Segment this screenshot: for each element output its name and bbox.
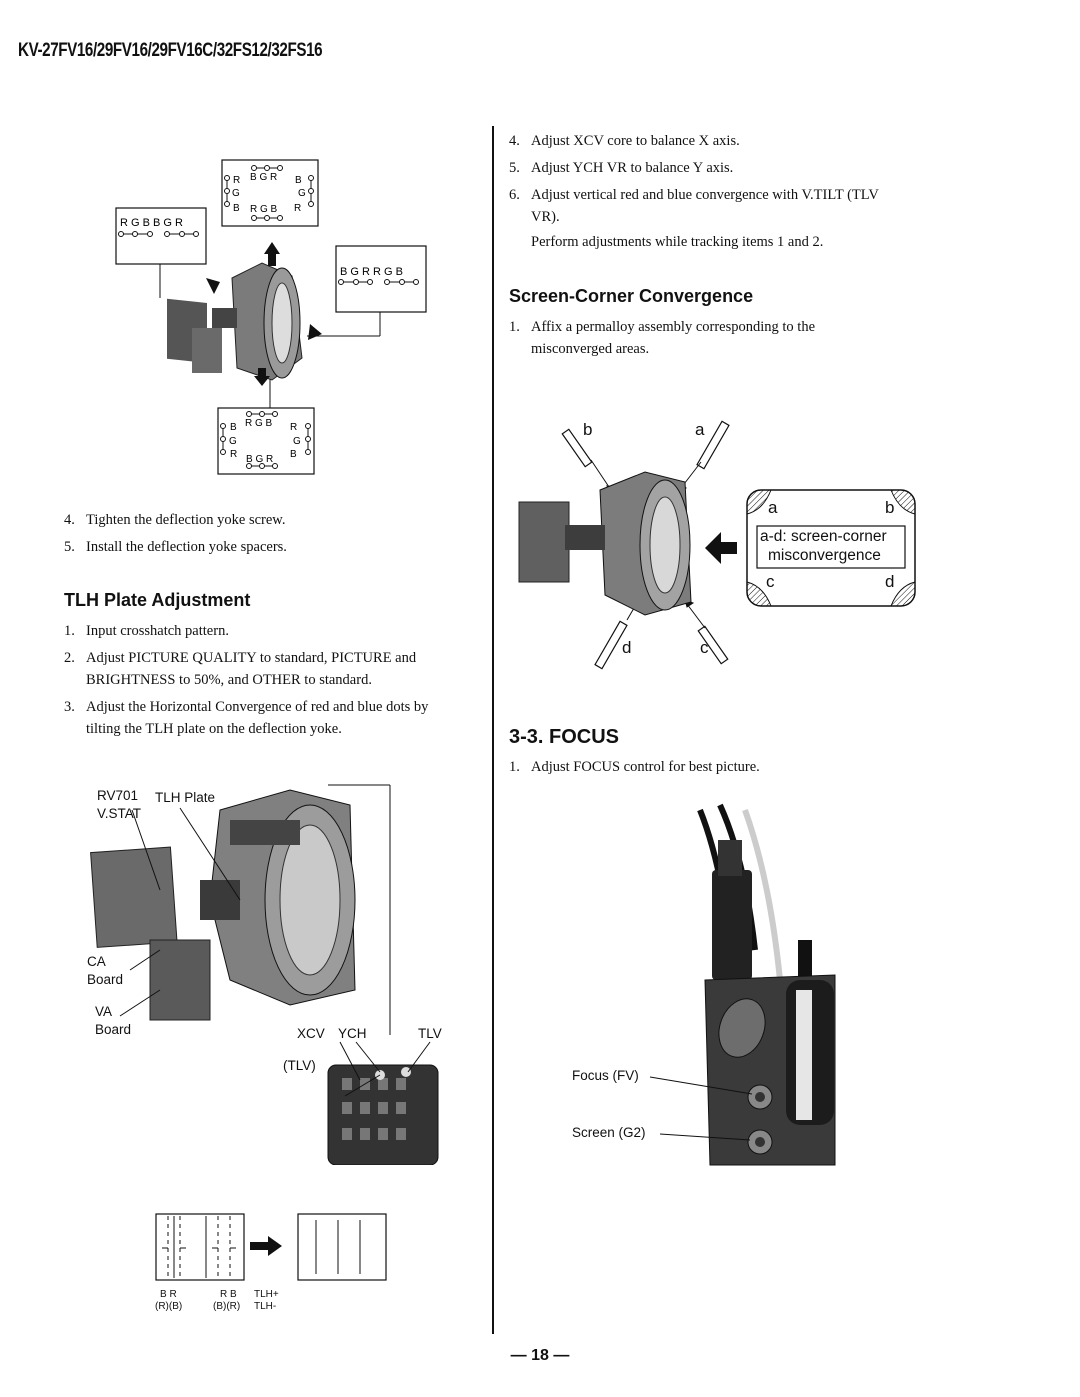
- model-title: KV-27FV16/29FV16/29FV16C/32FS12/32FS16: [18, 40, 323, 61]
- list-item: 5. Install the deflection yoke spacers.: [64, 539, 287, 555]
- yoke-steps: [64, 509, 464, 563]
- br-label: B R: [160, 1289, 177, 1300]
- list-item: 5. Adjust YCH VR to balance Y axis.: [509, 160, 734, 176]
- right-box-label: B G R R G B: [340, 266, 403, 278]
- arrow-up-icon: [264, 242, 280, 266]
- screen-label-b: b: [885, 498, 895, 517]
- screen-corner-heading: Screen-Corner Convergence: [509, 286, 754, 306]
- tlv-label: TLV: [418, 1026, 442, 1041]
- focus-fv-label: Focus (FV): [572, 1068, 639, 1083]
- label-a-top: a: [695, 420, 705, 439]
- tlh-adjust-diagram: [150, 1208, 395, 1290]
- left-box-label: R G B B G R: [120, 217, 183, 229]
- top-box-row1: B G R: [250, 172, 278, 183]
- screen-corner-steps: [509, 316, 849, 365]
- yoke-convergence-diagram: [112, 158, 432, 498]
- tlh-steps: [64, 620, 459, 745]
- list-item: 1. Affix a permalloy assembly corresponding to the misconverged areas.: [509, 319, 816, 357]
- list-item: 6. Adjust vertical red and blue convergence with V.TILT (TLV VR).: [509, 187, 879, 225]
- rb-paren-label: (R)(B): [155, 1301, 183, 1312]
- label-b-top: b: [583, 420, 593, 439]
- list-item: 4. Tighten the deflection yoke screw.: [64, 512, 286, 528]
- bottom-box-g-left: G: [229, 436, 237, 447]
- bottom-box-row3: B G R: [246, 454, 274, 465]
- arrow-left-icon: [206, 278, 220, 294]
- list-item: 2. Adjust PICTURE QUALITY to standard, PICTURE and BRIGHTNESS to 50%, and OTHER to standard.: [64, 650, 417, 688]
- top-box-r-left: R: [233, 175, 241, 186]
- screen-g2-label: Screen (G2): [572, 1125, 646, 1140]
- top-box-g-right: G: [298, 188, 306, 199]
- bottom-box-r-left: R: [230, 449, 238, 460]
- top-box-r-right: R: [294, 203, 302, 214]
- bottom-box-g-right: G: [293, 436, 301, 447]
- bottom-box-b-right: B: [290, 449, 297, 460]
- screen-label-d: d: [885, 572, 895, 591]
- bottom-box-b-left: B: [230, 422, 237, 433]
- ych-label: YCH: [338, 1026, 367, 1041]
- focus-heading: 3-3. FOCUS: [509, 726, 620, 748]
- page-number: — 18 —: [510, 1347, 570, 1364]
- column-divider: [492, 126, 494, 1334]
- tlh-minus-label: TLH-: [254, 1301, 277, 1312]
- list-item: 4. Adjust XCV core to balance X axis.: [509, 133, 740, 149]
- label-c-bottom: c: [700, 638, 709, 657]
- xcv-steps: [509, 130, 889, 233]
- screen-label-a: a: [768, 498, 778, 517]
- list-item: 1. Input crosshatch pattern.: [64, 623, 229, 639]
- screen-label-c: c: [766, 572, 775, 591]
- bottom-box-row1: R G B: [245, 418, 273, 429]
- arrow-right-icon: [250, 1236, 282, 1256]
- focus-steps: [509, 756, 849, 783]
- deflection-yoke-photo: [90, 780, 460, 1165]
- rb-label: R B: [220, 1289, 237, 1300]
- vstat-label: V.STAT: [97, 806, 142, 821]
- tlv-paren-label: (TLV): [283, 1058, 316, 1073]
- bottom-box-r-right: R: [290, 422, 298, 433]
- label-d-bottom: d: [622, 638, 632, 657]
- top-box-b-left: B: [233, 203, 240, 214]
- misconvergence-line2: misconvergence: [768, 547, 881, 564]
- ca-board-label: Board: [87, 972, 124, 987]
- yoke-photo: [519, 472, 691, 615]
- yoke-assembly-photo: [167, 263, 302, 380]
- arrow-right-icon: [308, 324, 322, 340]
- tlh-plate-label: TLH Plate: [155, 790, 216, 805]
- tlv-board: [328, 1065, 438, 1165]
- list-item: 3. Adjust the Horizontal Convergence of red and blue dots by tilting the TLH plate on the deflection yoke.: [64, 699, 429, 737]
- top-box-g-left: G: [232, 188, 240, 199]
- top-box-b-right: B: [295, 175, 302, 186]
- ca-label: CA: [87, 954, 106, 969]
- top-box-row3: R G B: [250, 204, 278, 215]
- br-paren-label: (B)(R): [213, 1301, 241, 1312]
- rv701-label: RV701: [97, 788, 139, 803]
- list-item: 1. Adjust FOCUS control for best picture.: [509, 759, 760, 775]
- xcv-label: XCV: [297, 1026, 325, 1041]
- tlh-plus-label: TLH+: [254, 1289, 279, 1300]
- va-board-label: Board: [95, 1022, 132, 1037]
- flyback-photo: [570, 800, 860, 1170]
- tracking-note: Perform adjustments while tracking items 1 and 2.: [531, 234, 824, 250]
- arrow-left-icon: [705, 532, 737, 564]
- va-label: VA: [95, 1004, 113, 1019]
- tlh-heading: TLH Plate Adjustment: [64, 590, 251, 610]
- misconvergence-line1: a-d: screen-corner: [760, 528, 887, 545]
